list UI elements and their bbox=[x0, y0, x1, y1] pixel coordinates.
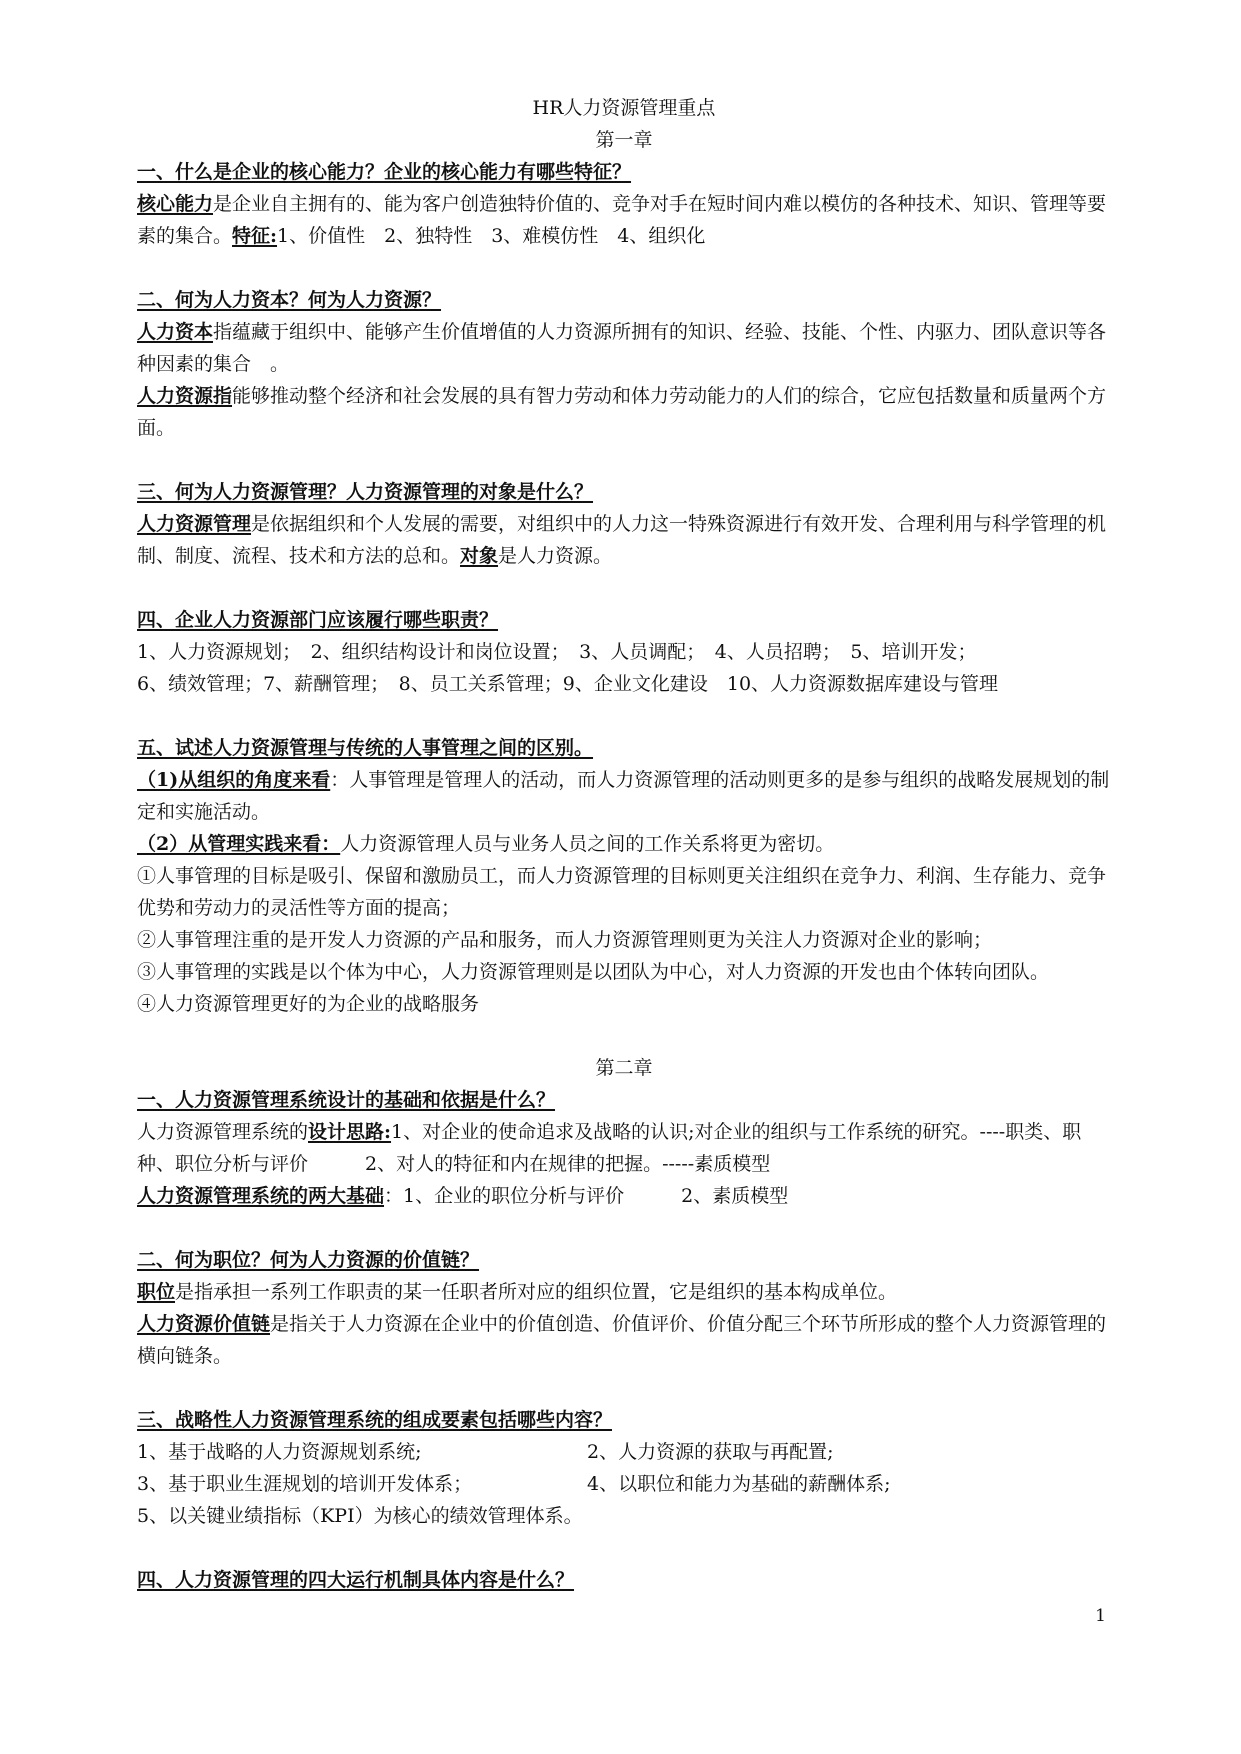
ch1-q5-point-2 bbox=[137, 828, 1111, 860]
term-object: 对象 bbox=[460, 545, 499, 567]
ch1-q5-point-1 bbox=[137, 764, 1111, 828]
ch1-q2-text2: 能够推动整个经济和社会发展的具有智力劳动和体力劳动能力的人们的综合，它应包括数量和质量两个方面。 bbox=[137, 385, 1107, 439]
ch1-q5-question: 五、试述人力资源管理与传统的人事管理之间的区别。 bbox=[137, 737, 594, 759]
ch2-q3-item-5: 5、以关键业绩指标（KPI）为核心的绩效管理体系。 bbox=[137, 1505, 583, 1527]
term-org-perspective: （1)从组织的角度来看 bbox=[137, 769, 331, 791]
ch1-q3-answer bbox=[137, 508, 1111, 572]
ch2-q2-text1: 是指承担一系列工作职责的某一任职者所对应的组织位置，它是组织的基本构成单位。 bbox=[175, 1281, 898, 1303]
term-position: 职位 bbox=[137, 1281, 176, 1303]
term-practice-perspective: （2）从管理实践来看： bbox=[137, 833, 341, 855]
ch2-q2-answer-1 bbox=[137, 1276, 1111, 1308]
ch2-q1-question: 一、人力资源管理系统设计的基础和依据是什么？ bbox=[137, 1089, 556, 1111]
term-two-foundations: 人力资源管理系统的两大基础 bbox=[137, 1185, 385, 1207]
chapter-2-heading: 第二章 bbox=[595, 1057, 653, 1079]
chapter-1-heading: 第一章 bbox=[595, 129, 653, 151]
ch2-q3-items bbox=[137, 1436, 1111, 1500]
ch1-q2-question: 二、何为人力资本？何为人力资源？ bbox=[137, 289, 442, 311]
ch1-q3-question: 三、何为人力资源管理？人力资源管理的对象是什么？ bbox=[137, 481, 594, 503]
ch1-q1-text: 是企业自主拥有的、能为客户创造独特价值的、竞争对手在短时间内难以模仿的各种技术、知识、管理等要素的集合。 bbox=[137, 193, 1107, 247]
ch1-q4-line1: 1、人力资源规划； 2、组织结构设计和岗位设置； 3、人员调配； 4、人员招聘； 5、培训开发； bbox=[137, 641, 977, 663]
ch1-q1-question: 一、什么是企业的核心能力？企业的核心能力有哪些特征？ bbox=[137, 161, 632, 183]
ch2-q2-question: 二、何为职位？何为人力资源的价值链？ bbox=[137, 1249, 480, 1271]
ch2-q3-item-3: 3、基于职业生涯规划的培训开发体系； bbox=[137, 1473, 473, 1495]
ch1-q4-question: 四、企业人力资源部门应该履行哪些职责？ bbox=[137, 609, 499, 631]
ch1-q5-text1: ：人事管理是管理人的活动，而人力资源管理的活动则更多的是参与组织的战略发展规划的制定和实施活动。 bbox=[137, 769, 1110, 823]
ch2-q2-text2: 是指关于人力资源在企业中的价值创造、价值评价、价值分配三个环节所形成的整个人力资源管理的横向链条。 bbox=[137, 1313, 1107, 1367]
ch1-q5-item-1: ①人事管理的目标是吸引、保留和激励员工，而人力资源管理的目标则更关注组织在竞争力、利润、生存能力、竞争优势和劳动力的灵活性等方面的提高； bbox=[137, 865, 1107, 919]
term-design-ideas: 设计思路: bbox=[308, 1121, 392, 1143]
term-hrm: 人力资源管理 bbox=[137, 513, 252, 535]
ch1-q1-features: 1、价值性 2、独特性 3、难模仿性 4、组织化 bbox=[277, 225, 706, 247]
ch1-q2-answer-1 bbox=[137, 316, 1111, 380]
ch1-q3-text1: 是依据组织和个人发展的需要，对组织中的人力这一特殊资源进行有效开发、合理利用与科学管理的机制、制度、流程、技术和方法的总和。 bbox=[137, 513, 1107, 567]
ch1-q4-line2: 6、绩效管理；7、薪酬管理； 8、员工关系管理；9、企业文化建设 10、人力资源数据库建设与管理 bbox=[137, 673, 999, 695]
ch2-q1-prefix: 人力资源管理系统的 bbox=[137, 1121, 309, 1143]
ch1-q2-text1: 指蕴藏于组织中、能够产生价值增值的人力资源所拥有的知识、经验、技能、个性、内驱力、团队意识等各种因素的集合 。 bbox=[137, 321, 1107, 375]
ch1-q5-item-2: ②人事管理注重的是开发人力资源的产品和服务，而人力资源管理则更为关注人力资源对企业的影响； bbox=[137, 929, 993, 951]
term-core-competence: 核心能力 bbox=[137, 193, 214, 215]
ch2-q3-item-4: 4、以职位和能力为基础的薪酬体系; bbox=[587, 1473, 891, 1495]
ch1-q5-item-3: ③人事管理的实践是以个体为中心，人力资源管理则是以团队为中心，对人力资源的开发也由个体转向团队。 ④人力资源管理更好的为企业的战略服务 bbox=[137, 961, 1097, 1015]
ch2-q1-answer-2 bbox=[137, 1180, 1111, 1212]
ch2-q3-item-1: 1、基于战略的人力资源规划系统; bbox=[137, 1441, 422, 1463]
page-number: 1 bbox=[1095, 1606, 1106, 1626]
ch2-q4-question: 四、人力资源管理的四大运行机制具体内容是什么？ bbox=[137, 1569, 575, 1591]
ch1-q2-answer-2 bbox=[137, 380, 1111, 444]
term-value-chain: 人力资源价值链 bbox=[137, 1313, 271, 1335]
ch2-q1-text2: ：1、企业的职位分析与评价 2、素质模型 bbox=[384, 1185, 789, 1207]
ch2-q1-text1: 1、对企业的使命追求及战略的认识;对企业的组织与工作系统的研究。----职类、职种、职位分析与评价 2、对人的特征和内在规律的把握。-----素质模型 bbox=[137, 1121, 1082, 1175]
ch2-q2-answer-2 bbox=[137, 1308, 1111, 1372]
term-human-resources: 人力资源指 bbox=[137, 385, 233, 407]
ch2-q3-question: 三、战略性人力资源管理系统的组成要素包括哪些内容？ bbox=[137, 1409, 613, 1431]
term-human-capital: 人力资本 bbox=[137, 321, 214, 343]
document-title: HR人力资源管理重点 bbox=[532, 97, 716, 119]
ch1-q1-answer bbox=[137, 188, 1111, 252]
ch2-q3-item-2: 2、人力资源的获取与再配置; bbox=[587, 1441, 834, 1463]
ch1-q5-text2: 人力资源管理人员与业务人员之间的工作关系将更为密切。 bbox=[340, 833, 835, 855]
ch1-q3-text2: 是人力资源。 bbox=[498, 545, 613, 567]
term-features: 特征: bbox=[232, 225, 278, 247]
ch2-q1-answer-1 bbox=[137, 1116, 1111, 1180]
